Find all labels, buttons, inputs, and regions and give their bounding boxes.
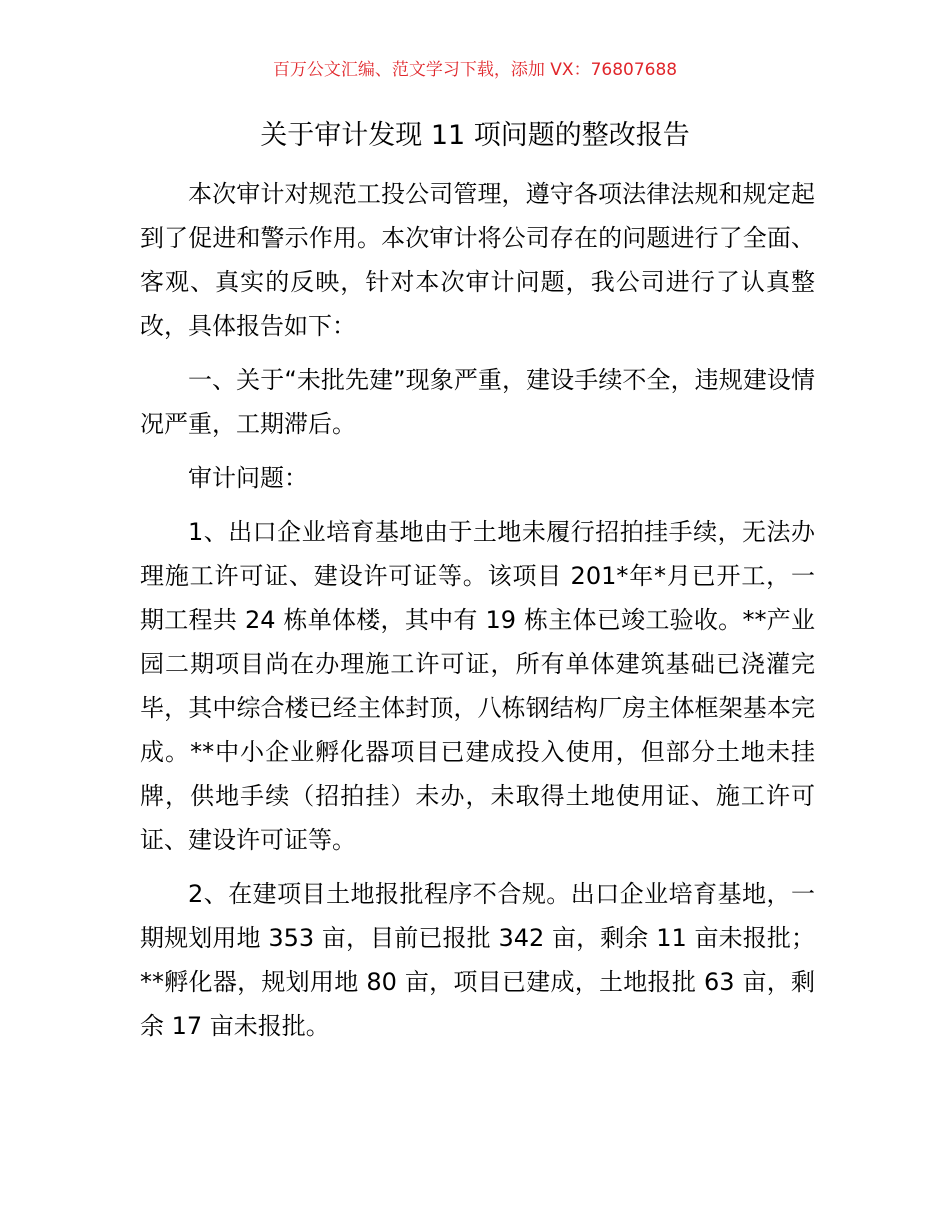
paragraph-section-one: 一、关于“未批先建”现象严重，建设手续不全，违规建设情况严重，工期滞后。 bbox=[140, 366, 815, 438]
paragraph-issue-2: 2、在建项目土地报批程序不合规。出口企业培育基地，一期规划用地 353 亩，目前已报批 342 亩，剩余 11 亩未报批；**孵化器，规划用地 80 亩，项目已建成，土地报批 63 亩，剩余 17 亩未报批。 bbox=[140, 880, 815, 1040]
paragraph-issue-1: 1、出口企业培育基地由于土地未履行招拍挂手续，无法办理施工许可证、建设许可证等。该项目 201*年*月已开工，一期工程共 24 栋单体楼，其中有 19 栋主体已竣工验收。**产业园二期项目尚在办理施工许可证，所有单体建筑基础已浇灌完毕，其中综合楼已经主体封顶，八栋钢结构厂房主体框架基本完成。**中小企业孵化器项目已建成投入使用，但部分土地未挂牌，供地手续（招拍挂）未办，未取得土地使用证、施工许可证、建设许可证等。 bbox=[140, 518, 815, 854]
document-body bbox=[140, 172, 815, 1048]
document-title: 关于审计发现 11 项问题的整改报告 bbox=[260, 120, 690, 151]
header-banner: 百万公文汇编、范文学习下载，添加 VX：76807688 bbox=[272, 60, 678, 80]
paragraph-intro: 本次审计对规范工投公司管理，遵守各项法律法规和规定起到了促进和警示作用。本次审计将公司存在的问题进行了全面、客观、真实的反映，针对本次审计问题，我公司进行了认真整改，具体报告如下： bbox=[140, 180, 815, 340]
paragraph-audit-issues-heading: 审计问题： bbox=[188, 464, 308, 492]
